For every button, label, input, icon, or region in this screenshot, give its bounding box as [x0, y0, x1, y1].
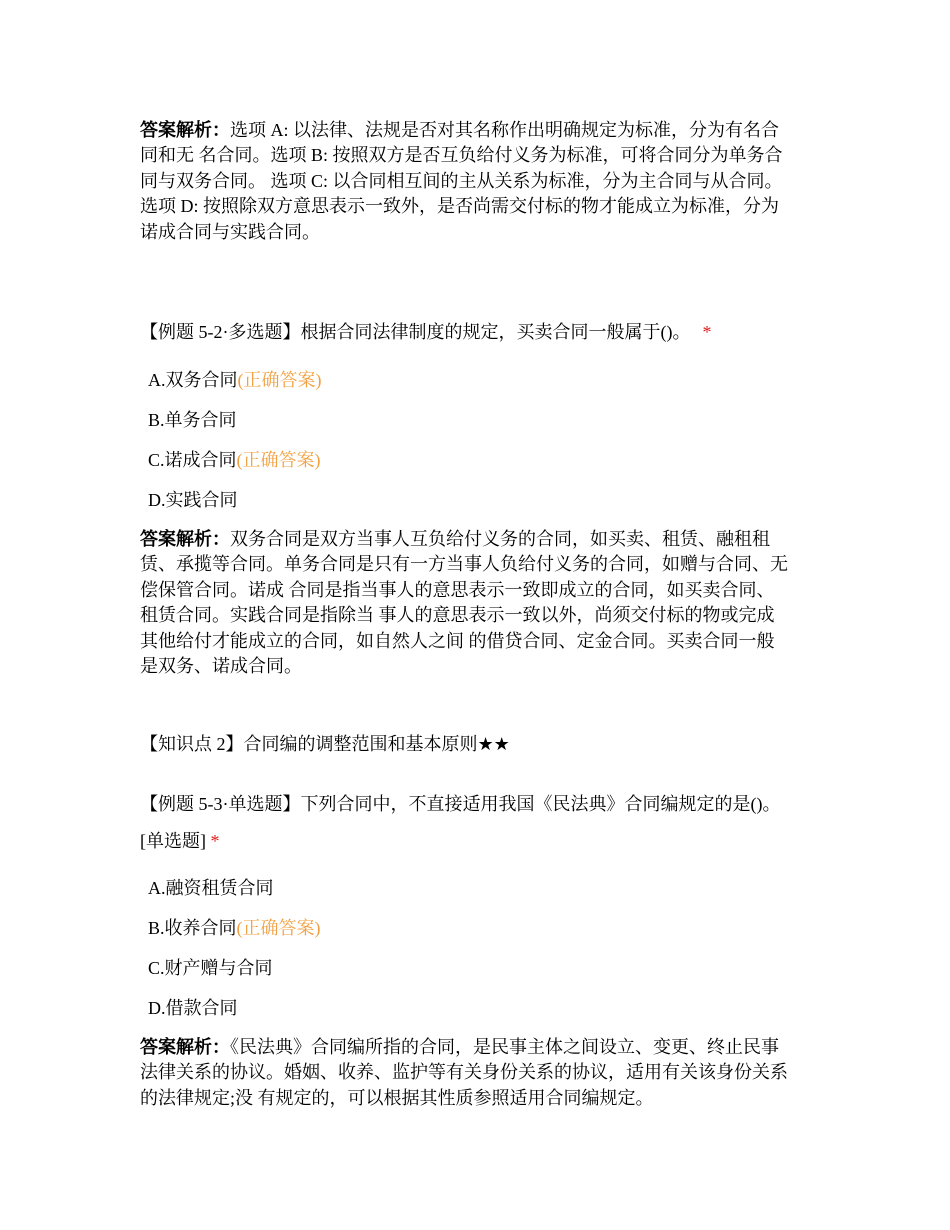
question-type-label: [单选题]	[140, 831, 206, 851]
correct-answer-tag: (正确答案)	[236, 918, 321, 938]
analysis-block-1	[140, 118, 840, 245]
option-d[interactable]	[148, 996, 238, 1020]
analysis-text: 同与双务合同。 选项 C: 以合同相互间的主从关系为标准，分为主合同与从合同。	[140, 170, 783, 191]
question-type	[140, 829, 840, 854]
analysis-text: 偿保管合同。诺成 合同是指当事人的意思表示一致即成立的合同，如买卖合同、	[140, 579, 775, 600]
question-5-2-title	[140, 320, 840, 345]
option-label: D.借款合同	[148, 998, 238, 1018]
analysis-text: 诺成合同与实践合同。	[140, 221, 320, 242]
required-mark: *	[210, 831, 220, 851]
analysis-block-3	[140, 1035, 840, 1111]
analysis-label: 答案解析：	[140, 120, 230, 140]
option-label: B.单务合同	[148, 410, 237, 430]
analysis-text: 赁、承揽等合同。单务合同是只有一方当事人负给付义务的合同，如赠与合同、无	[140, 554, 788, 575]
analysis-label: 答案解析：	[140, 529, 230, 549]
analysis-text: 《民法典》合同编所指的合同，是民事主体之间设立、变更、终止民事	[230, 1037, 779, 1057]
analysis-text: 选项 A: 以法律、法规是否对其名称作出明确规定为标准，分为有名合	[230, 120, 779, 140]
option-a[interactable]	[148, 368, 322, 392]
question-title: 【例题 5-2·多选题】根据合同法律制度的规定，买卖合同一般属于()。	[140, 322, 691, 342]
analysis-block-2	[140, 527, 840, 679]
knowledge-point-heading: 【知识点 2】合同编的调整范围和基本原则★★	[140, 734, 510, 754]
option-label: C.诺成合同	[148, 450, 237, 470]
option-b[interactable]	[148, 916, 321, 940]
analysis-text: 同和无 名合同。选项 B: 按照双方是否互负给付义务为标准，可将合同分为单务合	[140, 145, 783, 166]
option-d[interactable]	[148, 488, 238, 512]
question-5-3-title: 【例题 5-3·单选题】下列合同中，不直接适用我国《民法典》合同编规定的是()。	[140, 794, 781, 814]
analysis-text: 的法律规定;没 有规定的，可以根据其性质参照适用合同编规定。	[140, 1087, 654, 1108]
analysis-text: 双务合同是双方当事人互负给付义务的合同，如买卖、租赁、融租租	[230, 529, 770, 549]
analysis-text: 其他给付才能成立的合同，如自然人之间 的借贷合同、定金合同。买卖合同一般	[140, 630, 775, 651]
analysis-text: 租赁合同。实践合同是指除当 事人的意思表示一致以外，尚须交付标的物或完成	[140, 605, 775, 626]
option-label: A.融资租赁合同	[148, 878, 274, 898]
option-b[interactable]	[148, 408, 237, 432]
option-label: D.实践合同	[148, 490, 238, 510]
analysis-label: 答案解析：	[140, 1037, 230, 1057]
option-label: B.收养合同	[148, 918, 237, 938]
correct-answer-tag: (正确答案)	[237, 370, 322, 390]
option-c[interactable]	[148, 956, 273, 980]
option-c[interactable]	[148, 448, 321, 472]
analysis-text: 是双务、诺成合同。	[140, 656, 302, 677]
option-a[interactable]	[148, 876, 274, 900]
option-label: A.双务合同	[148, 370, 238, 390]
required-mark: *	[702, 322, 712, 342]
option-label: C.财产赠与合同	[148, 958, 273, 978]
analysis-text: 选项 D: 按照除双方意思表示一致外，是否尚需交付标的物才能成立为标准，分为	[140, 196, 779, 217]
analysis-text: 法律关系的协议。婚姻、收养、监护等有关身份关系的协议，适用有关该身份关系	[140, 1062, 788, 1083]
correct-answer-tag: (正确答案)	[236, 450, 321, 470]
